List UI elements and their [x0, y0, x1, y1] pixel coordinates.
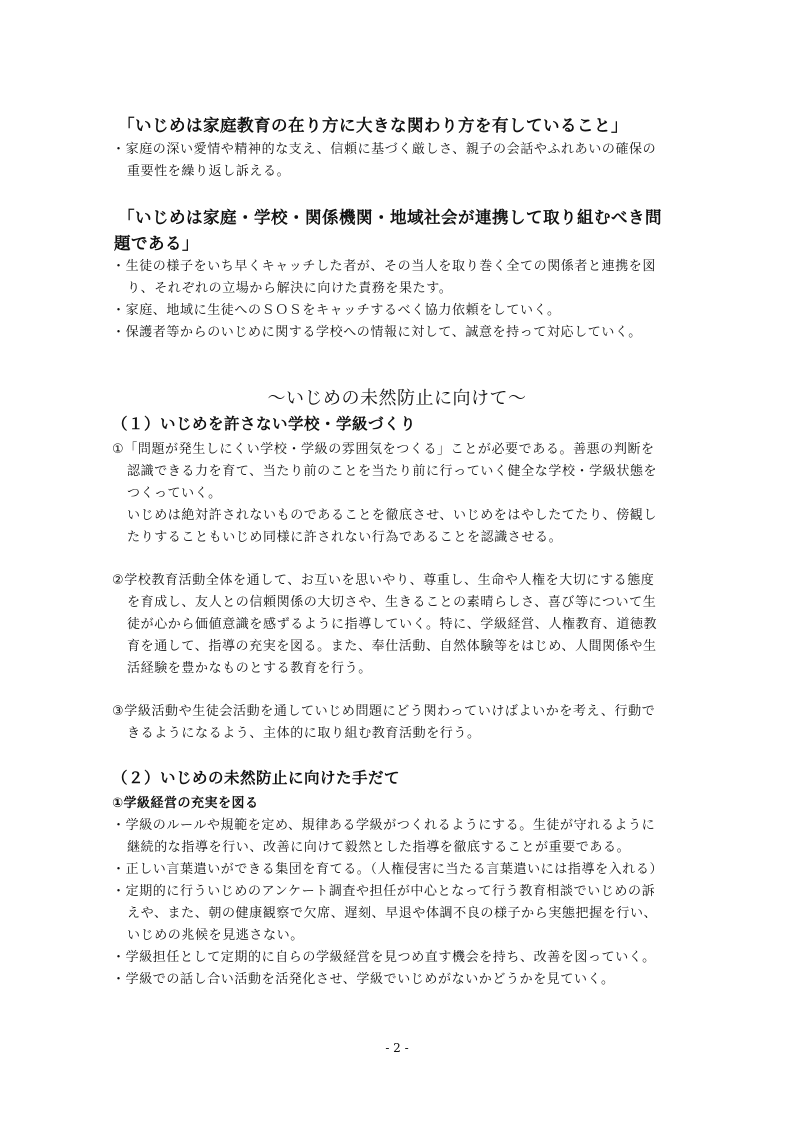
bullet-class3-line3: いじめの兆候を見逃さない。: [127, 928, 304, 943]
bullet-class1-line1: ・学級のルールや規範を定め、規律ある学級がつくれるようにする。生徒が守れるように: [112, 818, 656, 833]
page-title: ～いじめの未然防止に向けて～: [267, 388, 527, 409]
bullet-coop1-line2: り、それぞれの立場から解決に向けた責務を果たす。: [127, 281, 453, 296]
bullet-class3-line2: えや、また、朝の健康観察で欠席、遅刻、早退や体調不良の様子から実態把握を行い、: [127, 906, 658, 921]
section-heading-family: 「いじめは家庭教育の在り方に大きな関わり方を有していること」: [118, 116, 628, 135]
section-heading-cooperation-line2: 題である」: [114, 234, 199, 253]
item2-line3: 徒が心から価値意識を感ずるように指導していく。特に、学級経営、人権教育、道徳教: [127, 617, 658, 632]
bullet-class3-line1: ・定期的に行ういじめのアンケート調査や担任が中心となって行う教育相談でいじめの訴: [112, 884, 656, 899]
item3-line1: ③学級活動や生徒会活動を通していじめ問題にどう関わっていけばよいかを考え、行動で: [112, 704, 656, 719]
item1-line5: たりすることもいじめ同様に許されない行為であることを認識させる。: [127, 530, 563, 545]
bullet-family-line2: 重要性を繰り返し訴える。: [127, 164, 291, 179]
item2-line4: 育を通して、指導の充実を図る。また、奉仕活動、自然体験等をはじめ、人間関係や生: [127, 639, 657, 654]
bullet-class5: ・学級での話し合い活動を活発化させ、学級でいじめがないかどうかを見ていく。: [112, 972, 615, 987]
bullet-class4: ・学級担任として定期的に自らの学級経営を見つめ直す機会を持ち、改善を図っていく。: [112, 950, 656, 965]
item2-line1: ②学校教育活動全体を通して、お互いを思いやり、尊重し、生命や人権を大切にする態度: [112, 573, 655, 588]
item3-line2: きるようになるよう、主体的に取り組む教育活動を行う。: [127, 726, 481, 741]
item1-line1: ①「問題が発生しにくい学校・学級の雰囲気をつくる」ことが必要である。善悪の判断を: [112, 442, 655, 457]
bullet-class2: ・正しい言葉遣いができる集団を育てる。（人権侵害に当たる言葉遣いには指導を入れる）: [112, 862, 664, 877]
item2-line5: 活経験を豊かなものとする教育を行う。: [127, 661, 372, 676]
bullet-coop3: ・保護者等からのいじめに関する学校への情報に対して、誠意を持って対応していく。: [112, 325, 642, 340]
bullet-class1-line2: 継続的な指導を行い、改善に向けて毅然とした指導を徹底することが重要である。: [127, 840, 631, 855]
subsection-heading-1: （１）いじめを許さない学校・学級づくり: [112, 415, 417, 433]
page-number: - 2 -: [385, 1041, 409, 1055]
item1-line2: 認識できる力を育て、当たり前のことを当たり前に行っていく健全な学校・学級状態を: [127, 464, 658, 479]
item1-line4: いじめは絶対許されないものであることを徹底させ、いじめをはやしたてたり、傍観し: [127, 508, 658, 523]
subsection-subheading: ①学級経営の充実を図る: [112, 796, 259, 811]
bullet-family-line1: ・家庭の深い愛情や精神的な支え、信頼に基づく厳しさ、親子の会話やふれあいの確保の: [112, 142, 657, 157]
section-heading-cooperation-line1: 「いじめは家庭・学校・関係機関・地域社会が連携して取り組むべき問: [118, 208, 662, 227]
item2-line2: を育成し、友人との信頼関係の大切さや、生きることの素晴らしさ、喜び等について生: [127, 595, 657, 610]
bullet-coop1-line1: ・生徒の様子をいち早くキャッチした者が、その当人を取り巻く全ての関係者と連携を図: [112, 259, 657, 274]
item1-line3: つくっていく。: [127, 486, 222, 501]
subsection-heading-2: （２）いじめの未然防止に向けた手だて: [112, 769, 401, 787]
bullet-coop2: ・家庭、地域に生徒へのＳＯＳをキャッチするべく協力依頼をしていく。: [112, 303, 561, 318]
